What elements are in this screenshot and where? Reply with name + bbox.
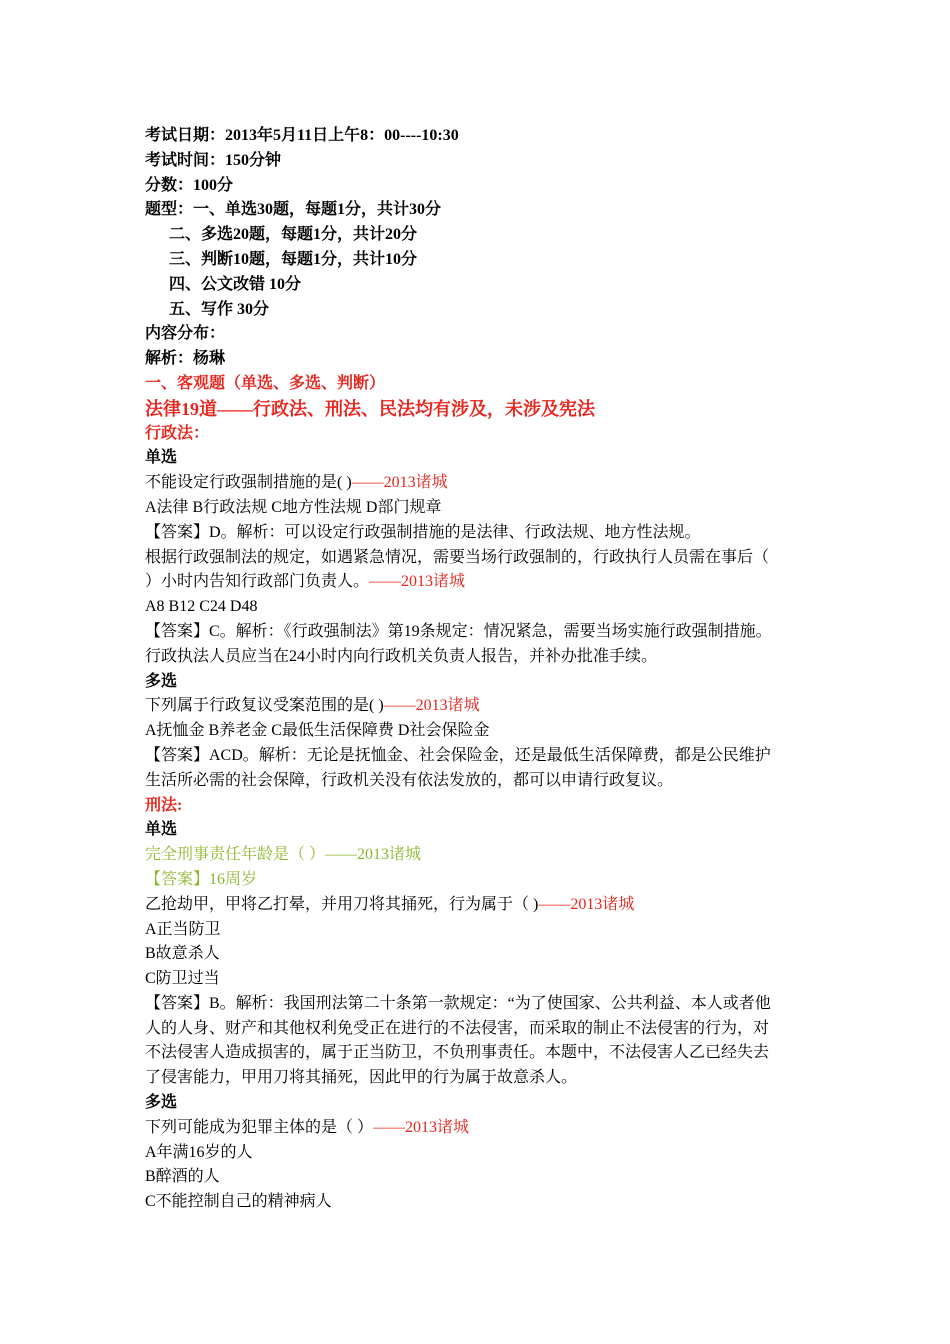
question-2-line-2 — [145, 570, 825, 595]
multi-choice-label: 多选 — [145, 672, 178, 690]
content-distribution: 内容分布： — [145, 325, 226, 343]
question-6-option: C不能控制自己的精神病人 — [145, 1193, 332, 1211]
multi-choice-label: 多选 — [145, 1094, 178, 1112]
question-source: ——2013诸城 — [369, 573, 466, 591]
question-type-item: 四、公文改错 10分 — [169, 275, 302, 293]
question-5-option: B故意杀人 — [145, 945, 220, 963]
question-1-answer: 【答案】D。解析：可以设定行政强制措施的是法律、行政法规、地方性法规。 — [145, 523, 701, 541]
question-2-answer-line-1: 【答案】C。解析：《行政强制法》第19条规定：情况紧急，需要当场实施行政强制措施。 — [145, 622, 772, 640]
question-source: ——2013诸城 — [351, 474, 448, 492]
criminal-law-heading: 刑法: — [145, 796, 183, 814]
admin-law-heading: 行政法： — [145, 424, 210, 442]
question-4: 完全刑事责任年龄是（ ）——2013诸城 — [145, 846, 422, 864]
question-text: ）小时内告知行政部门负责人。 — [145, 573, 370, 591]
question-5-option: A正当防卫 — [145, 920, 221, 938]
question-text: 下列可能成为犯罪主体的是（ ） — [145, 1118, 374, 1136]
question-2-line-1: 根据行政强制法的规定，如遇紧急情况，需要当场行政强制的，行政执行人员需在事后（ — [145, 548, 770, 566]
question-4-answer: 【答案】16周岁 — [145, 870, 258, 888]
question-source: ——2013诸城 — [373, 1118, 470, 1136]
single-choice-label: 单选 — [145, 449, 178, 467]
document-page — [145, 124, 825, 1215]
question-types-title: 题型：一、单选30题，每题1分，共计30分 — [145, 201, 442, 219]
question-6 — [145, 1116, 825, 1141]
question-5-answer-line: 人的人身、财产和其他权利免受正在进行的不法侵害，而采取的制止不法侵害的行为，对 — [145, 1019, 770, 1037]
section-objective-title: 一、客观题（单选、多选、判断） — [145, 374, 386, 392]
exam-date: 考试日期：2013年5月11日上午8：00----10:30 — [145, 127, 459, 144]
question-5-answer-line: 【答案】B。解析：我国刑法第二十条第一款规定：“为了使国家、公共利益、本人或者他 — [145, 994, 771, 1012]
question-2-options: A8 B12 C24 D48 — [145, 598, 258, 616]
question-5-answer-line: 了侵害能力，甲用刀将其捅死，因此甲的行为属于故意杀人。 — [145, 1069, 578, 1087]
question-type-item: 二、多选20题，每题1分，共计20分 — [169, 226, 418, 244]
analyst: 解析：杨琳 — [145, 350, 226, 368]
question-source: ——2013诸城 — [538, 895, 635, 913]
exam-time: 考试时间：150分钟 — [145, 151, 282, 169]
question-text: 乙抢劫甲，甲将乙打晕，并用刀将其捅死，行为属于（ ) — [145, 895, 539, 913]
exam-score: 分数：100分 — [145, 176, 234, 194]
question-6-option: A年满16岁的人 — [145, 1143, 253, 1161]
question-1-options: A法律 B行政法规 C地方性法规 D部门规章 — [145, 498, 442, 516]
question-type-item: 三、判断10题，每题1分，共计10分 — [169, 250, 418, 268]
question-5-answer-line: 不法侵害人造成损害的，属于正当防卫，不负刑事责任。本题中，不法侵害人乙已经失去 — [145, 1044, 770, 1062]
question-3 — [145, 694, 825, 719]
question-text: 不能设定行政强制措施的是( ) — [145, 474, 352, 492]
question-5 — [145, 893, 825, 918]
single-choice-label: 单选 — [145, 821, 178, 839]
question-6-option: B醉酒的人 — [145, 1168, 220, 1186]
question-3-options: A抚恤金 B养老金 C最低生活保障费 D社会保险金 — [145, 722, 490, 740]
question-1 — [145, 471, 825, 496]
question-text: 下列属于行政复议受案范围的是( ) — [145, 697, 384, 715]
question-3-answer-line-1: 【答案】ACD。解析：无论是抚恤金、社会保险金，还是最低生活保障费，都是公民维护 — [145, 746, 771, 764]
question-source: ——2013诸城 — [383, 697, 480, 715]
question-3-answer-line-2: 生活所必需的社会保障，行政机关没有依法发放的，都可以申请行政复议。 — [145, 771, 674, 789]
question-type-item: 五、写作 30分 — [169, 300, 270, 318]
law-section-title: 法律19道——行政法、刑法、民法均有涉及，未涉及宪法 — [145, 398, 595, 419]
question-2-answer-line-2: 行政执法人员应当在24小时内向行政机关负责人报告，并补办批准手续。 — [145, 647, 658, 665]
question-5-option: C防卫过当 — [145, 970, 220, 988]
